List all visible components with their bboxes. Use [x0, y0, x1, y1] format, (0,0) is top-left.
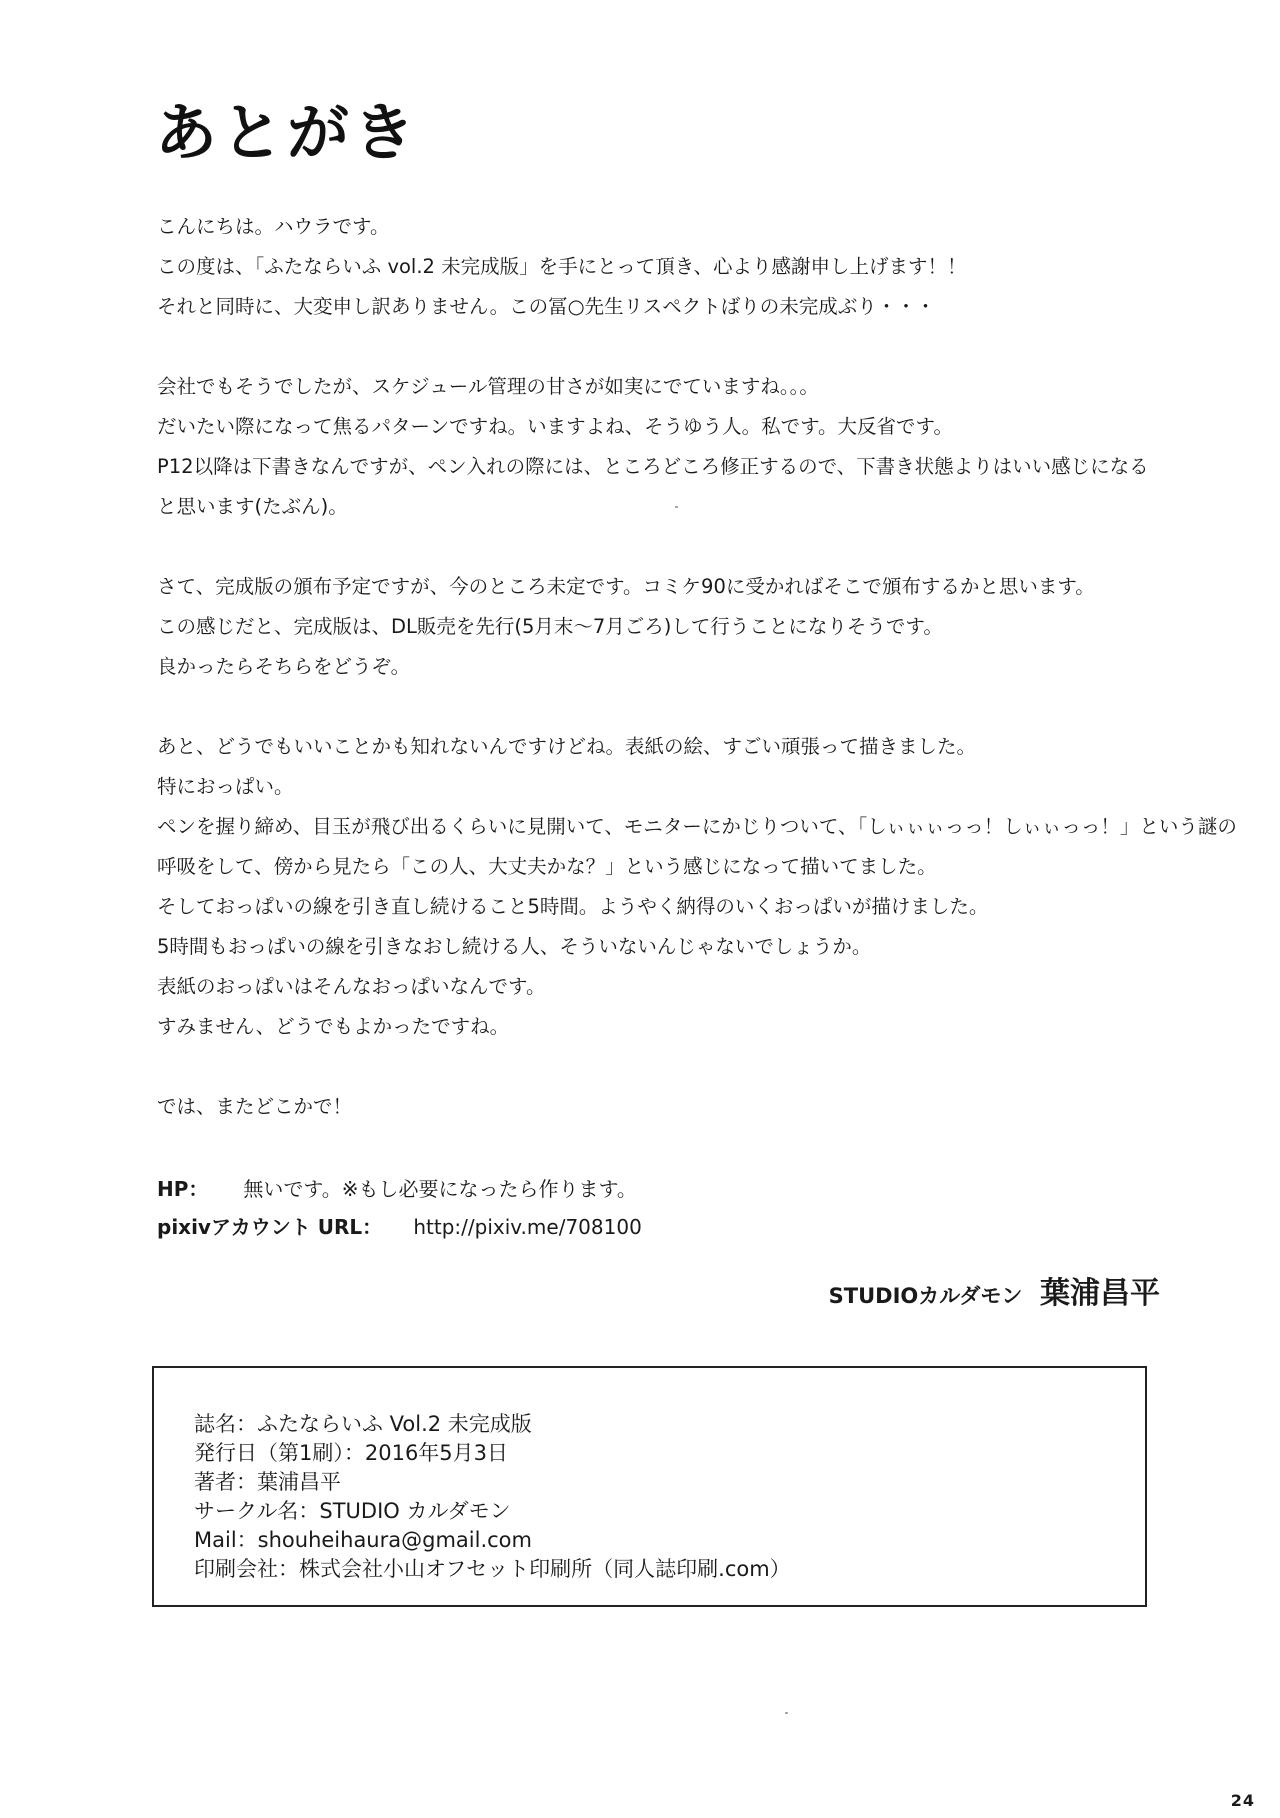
body-line: 呼吸をして、傍から見たら「この人、大丈夫かな？」という感じになって描いてました。: [157, 855, 937, 878]
body-line: この感じだと、完成版は、DL販売を先行(5月末～7月ごろ)して行うことになりそうです。: [157, 615, 943, 638]
page-number: 24: [1230, 1791, 1255, 1810]
body-line: そしておっぱいの線を引き直し続けること5時間。ようやく納得のいくおっぱいが描けました。: [157, 895, 989, 918]
body-line: こんにちは。ハウラです。: [157, 215, 390, 238]
colophon-list: [194, 1410, 791, 1584]
colophon-box: [152, 1366, 1147, 1607]
page-title: あとがき: [155, 96, 420, 169]
body-line: だいたい際になって焦るパターンですね。いますよね、そうゆう人。私です。大反省です。: [157, 415, 953, 438]
body-line: 5時間もおっぱいの線を引きなおし続ける人、そういないんじゃないでしょうか。: [157, 935, 872, 958]
body-line: 特におっぱい。: [157, 775, 294, 798]
paragraph-gap: [157, 687, 1167, 727]
hp-label: HP：: [157, 1177, 209, 1201]
colophon-mail: Mail：shouheihaura@gmail.com: [194, 1528, 532, 1552]
body-line: ペンを握り締め、目玉が飛び出るくらいに見開いて、モニターにかじりついて、「しぃぃぃっっ！しぃぃっっ！」という謎の: [157, 815, 1237, 838]
body-line: と思います(たぶん)。: [157, 495, 348, 518]
paragraph-gap: [157, 1047, 1167, 1087]
colophon-printer: 印刷会社：株式会社小山オフセット印刷所（同人誌印刷.com）: [194, 1557, 791, 1581]
circle-name: STUDIOカルダモン: [828, 1284, 1023, 1308]
body-line: この度は、「ふたならいふ vol.2 未完成版」を手にとって頂き、心より感謝申し上げます！！: [157, 255, 967, 278]
colophon-author: 著者：葉浦昌平: [194, 1470, 341, 1494]
scan-speck: [675, 506, 678, 508]
colophon-circle: サークル名：STUDIO カルダモン: [194, 1499, 511, 1523]
body-line: それと同時に、大変申し訳ありません。この冨○先生リスペクトばりの未完成ぶり・・・: [157, 295, 936, 318]
colophon-title: 誌名：ふたならいふ Vol.2 未完成版: [194, 1412, 532, 1436]
contact-info: [157, 1170, 642, 1246]
paragraph-gap: [157, 527, 1167, 567]
pixiv-url: http://pixiv.me/708100: [413, 1215, 642, 1239]
body-line: 良かったらそちらをどうぞ。: [157, 655, 411, 678]
author-name: 葉浦昌平: [1040, 1276, 1160, 1311]
pixiv-label: pixivアカウント URL：: [157, 1215, 383, 1239]
body-line: 表紙のおっぱいはそんなおっぱいなんです。: [157, 975, 546, 998]
colophon-date: 発行日（第1刷）：2016年5月3日: [194, 1441, 509, 1465]
body-line: さて、完成版の頒布予定ですが、今のところ未定です。コミケ90に受かればそこで頒布するかと思います。: [157, 575, 1095, 598]
hp-value: 無いです。※もし必要になったら作ります。: [243, 1177, 637, 1201]
body-line: あと、どうでもいいことかも知れないんですけどね。表紙の絵、すごい頑張って描きました。: [157, 735, 977, 758]
body-line: では、またどこかで！: [157, 1095, 353, 1118]
body-line: 会社でもそうでしたが、スケジュール管理の甘さが如実にでていますね。。。: [157, 375, 819, 398]
afterword-body: [157, 207, 1237, 1127]
scan-speck: [785, 1712, 788, 1714]
body-line: すみません、どうでもよかったですね。: [157, 1015, 510, 1038]
pixiv-row: [157, 1208, 642, 1246]
paragraph-gap: [157, 327, 1167, 367]
hp-row: [157, 1170, 642, 1208]
signature: [829, 1268, 1160, 1312]
body-line: P12以降は下書きなんですが、ペン入れの際には、ところどころ修正するので、下書き状態よりはいい感じになる: [157, 455, 1149, 478]
